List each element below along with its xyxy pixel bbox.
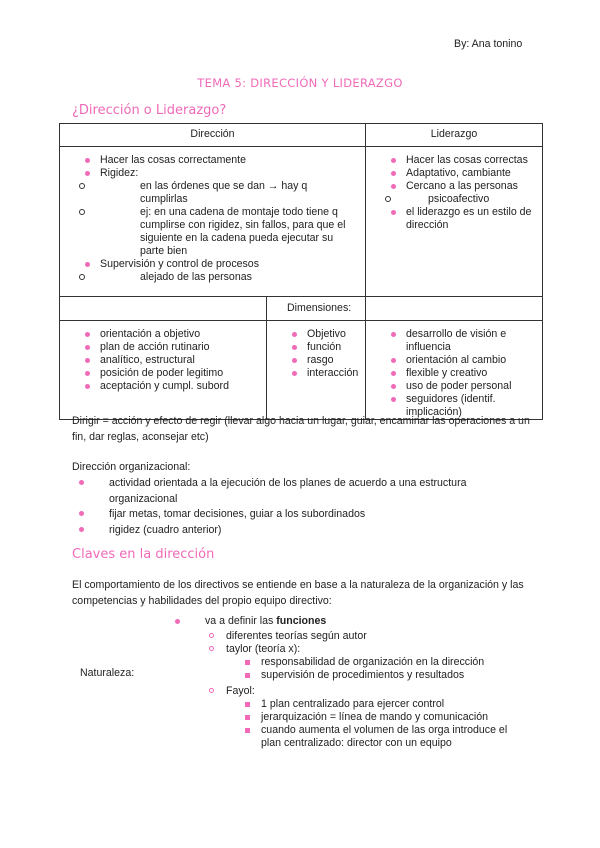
section-title-claves: Claves en la dirección [72,547,215,562]
direccion-organizacional-title: Dirección organizacional: [72,461,191,473]
list-item: Supervisión y control de procesos alejado de las personas [60,258,357,284]
list-item: fijar metas, tomar decisiones, guiar a los subordinados [54,507,514,523]
bullet-icon [175,619,180,624]
direccion-organizacional-list [54,476,514,538]
taylor-item: responsabilidad de organización en la dirección [175,656,545,669]
sub-list-item: ej: en una cadena de montaje todo tiene q cumplirse con rigidez, sin fallos, para que el siguiente en la cadena pueda ejecutar su parte bien [60,206,357,258]
list-item: Adaptativo, cambiante [366,167,536,180]
list-item: actividad orientada a la ejecución de los planes de acuerdo a una estructura organizacional [54,476,514,507]
square-bullet-icon [245,715,250,720]
list-item: Hacer las cosas correctas [366,154,536,167]
comparison-table [59,123,543,420]
list-item: uso de poder personal [366,380,542,393]
direccion-cell [60,147,366,297]
comportamiento-paragraph: El comportamiento de los directivos se entiende en base a la naturaleza de la organización y las competencias y habilidades del propio equipo directivo: [72,579,524,607]
hollow-bullet-icon [209,633,214,638]
naturaleza-label: Naturaleza: [80,667,135,679]
fayol-item: jerarquización = línea de mando y comunicación [175,711,545,724]
list-item: rigidez (cuadro anterior) [54,523,514,539]
dimensiones-empty-cell [366,297,543,321]
list-item: función [267,341,365,354]
sub-list-item: psicoafectivo [366,193,536,206]
liderazgo-cell [366,147,543,297]
liderazgo-list [366,154,536,232]
list-item: el liderazgo es un estilo de dirección [366,206,536,232]
naturaleza-block [175,615,545,750]
list-item: posición de poder legitimo [60,367,266,380]
sub-list-item: alejado de las personas [60,271,357,284]
square-bullet-icon [245,728,250,733]
list-item: desarrollo de visión e influencia [366,328,542,354]
naturaleza-sub-item: taylor (teoría x): [175,643,545,656]
list-item: aceptación y cumpl. subord [60,380,266,393]
dim-aspect-list [267,328,365,380]
dim-liderazgo-list [366,328,542,419]
list-item: analítico, estructural [60,354,266,367]
list-item: rasgo [267,354,365,367]
list-item: orientación a objetivo [60,328,266,341]
naturaleza-sub-item: Fayol: [175,685,545,698]
dimensiones-empty-cell [60,297,267,321]
fayol-item: 1 plan centralizado para ejercer control [175,698,545,711]
list-item: Hacer las cosas correctamente [60,154,357,167]
naturaleza-main-item: va a definir las funciones [175,615,545,628]
list-item: Cercano a las personas psicoafectivo [366,180,536,206]
document-title: TEMA 5: DIRECCIÓN Y LIDERAZGO [197,76,403,90]
naturaleza-sub-item: diferentes teorías según autor [175,630,545,643]
header-liderazgo: Liderazgo [366,124,543,147]
sub-list-item: en las órdenes que se dan → hay q cumplirlas [60,180,357,206]
list-item: Objetivo [267,328,365,341]
author-byline: By: Ana tonino [454,38,523,50]
section-title-direccion-liderazgo: ¿Dirección o Liderazgo? [72,103,227,118]
dirigir-definition: Dirigir = acción y efecto de regir (llevar algo hacia un lugar, guiar, encaminar las operaciones a un fin, dar reglas, aconsejar etc) [72,415,530,443]
taylor-item: supervisión de procedimientos y resultados [175,669,545,682]
dim-mid-cell [267,321,366,420]
hollow-bullet-icon [209,646,214,651]
list-item: Rigidez: en las órdenes que se dan → hay q cumplirlas ej: en una cadena de montaje todo tiene q cumplirse con rigidez, sin fallos, para que el siguiente en la cadena pueda ejecutar su parte bien [60,167,357,258]
dim-liderazgo-cell [366,321,543,420]
dim-direccion-cell [60,321,267,420]
list-item: interacción [267,367,365,380]
direccion-list [60,154,357,284]
list-item: flexible y creativo [366,367,542,380]
list-item: orientación al cambio [366,354,542,367]
square-bullet-icon [245,702,250,707]
list-item: seguidores (identif. implicación) [366,393,542,419]
fayol-item: cuando aumenta el volumen de las orga introduce el plan centralizado: director con un equipo [175,724,530,750]
square-bullet-icon [245,673,250,678]
list-item: plan de acción rutinario [60,341,266,354]
dim-direccion-list [60,328,266,393]
header-direccion: Dirección [60,124,366,147]
hollow-bullet-icon [209,688,214,693]
square-bullet-icon [245,660,250,665]
dimensiones-label: Dimensiones: [267,297,366,321]
